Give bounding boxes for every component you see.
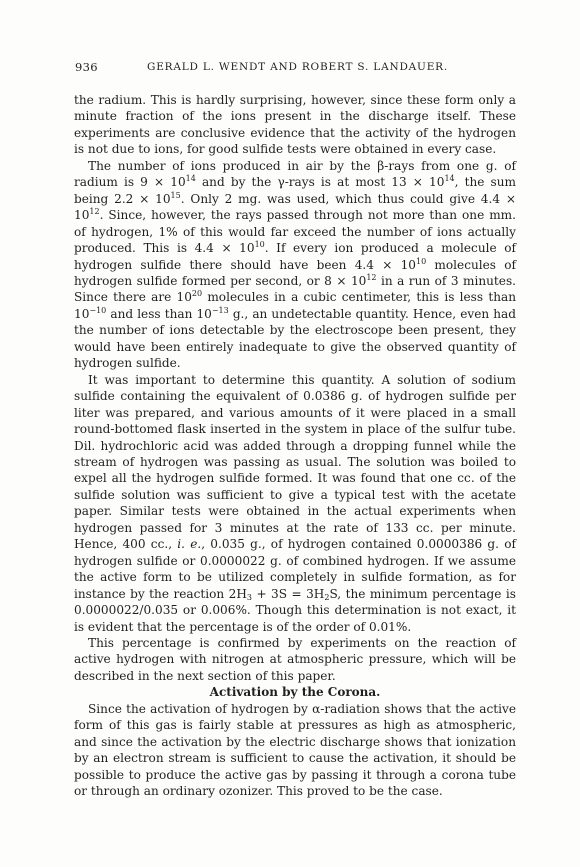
text-run: in a run of 3 minutes. Since there are 10 <box>74 273 516 305</box>
section-heading: Activation by the Corona. <box>209 685 381 700</box>
text-run: , the sum being 2.2 × 10 <box>74 175 516 206</box>
body-text <box>74 92 516 799</box>
exponent: 14 <box>185 174 196 184</box>
text-run: molecules in a cubic centimeter, this is less than 10 <box>74 290 516 321</box>
text-run: + 3S = 3H <box>251 586 325 601</box>
exponent: −10 <box>89 305 107 315</box>
text-run: S, the minimum percentage is 0.0000022/0.035 or 0.006%. Though this determination is not exact, it is evident that the percentage is of the order of 0.01%. <box>74 586 516 634</box>
text-run: . Since, however, the rays passed through not more than one mm. of hydrogen, 1% of this would far exceed the number of ions actually produced. This is 4.4 × 10 <box>74 208 516 256</box>
paragraph-continuation: the radium. This is hardly surprising, however, since these form only a minute fraction of the ions present in the discharge itself. These experiments are conclusive evidence that the activity of the hydrogen is not due to ions, for good sulfide tests were obtained in every case. <box>74 93 516 157</box>
text-run: , 0.035 g., of hydrogen contained 0.0000386 g. of hydrogen sulfide or 0.0000022 g. of combined hydrogen. If we assume the active form to be utilized completely in sulfide formation, as for instance by the reaction 2H <box>74 537 517 601</box>
exponent: 12 <box>89 207 100 217</box>
text-run: The number of ions produced in air by the β-rays from one g. of radium is 9 × 10 <box>74 158 516 190</box>
exponent: −13 <box>211 305 229 315</box>
exponent: 14 <box>444 174 455 184</box>
page-number: 936 <box>75 60 98 74</box>
subscript: 2 <box>324 592 330 602</box>
text-run: . If every ion produced a molecule of hydrogen sulfide there should have been 4.4 × 10 <box>74 241 516 272</box>
paragraph-ion-count <box>74 158 516 372</box>
exponent: 15 <box>170 190 181 200</box>
paragraph-corona <box>74 701 516 800</box>
text-run: and less than 10 <box>106 306 212 321</box>
text-run: molecules of hydrogen sulfide formed per second, or 8 × 10 <box>74 257 517 288</box>
text-run: α-radiation shows that the active form of this gas is fairly stable at pressures as high as atmospheric, and since the activation by the electric discharge shows that ionization by an electron stream is sufficient to cause the activation, it should be possible to produce the active gas by passing it through a corona tube or through an ordinary ozonizer. This proved to be the case. <box>74 701 516 799</box>
exponent: 10 <box>254 240 265 250</box>
paragraph-quantity <box>74 372 516 635</box>
running-title: GERALD L. WENDT AND ROBERT S. LANDAUER. <box>147 61 449 73</box>
paragraph-confirmation: This percentage is confirmed by experiments on the reaction of active hydrogen with nitrogen at atmospheric pressure, which will be described in the next section of this paper. <box>74 635 516 683</box>
text-run: and by the γ-rays is at most 13 × 10 <box>195 175 445 190</box>
subscript: 3 <box>246 592 252 602</box>
exponent: 12 <box>366 272 377 282</box>
abbreviation-ie: i. e. <box>177 537 202 552</box>
text-run: Since the activation of hydrogen by <box>88 701 313 716</box>
text-run: . Only 2 mg. was used, which thus could give 4.4 × 10 <box>74 191 516 223</box>
text-run: g., an undetectable quantity. Hence, even had the number of ions detectable by the electroscope been present, they would have been entirely inadequate to give the observed quantity of hydrogen sulfide. <box>74 306 516 371</box>
exponent: 20 <box>191 289 203 299</box>
running-head <box>75 60 515 76</box>
exponent: 10 <box>415 256 427 266</box>
text-run: It was important to determine this quantity. A solution of sodium sulfide containing the equivalent of 0.0386 g. of hydrogen sulfide per liter was prepared, and various amounts of it were placed in a small round-bottomed flask inserted in the system in place of the sulfur tube. Dil. hydrochloric acid was added through a dropping funnel while the stream of hydrogen was passing as usual. The solution was boiled to expel all the hydrogen sulfide formed. It was found that one cc. of the sulfide solution was sufficient to give a typical test with the acetate paper. Similar tests were obtained in the actual experiments when hydrogen passed for 3 minutes at the rate of 133 cc. per minute. Hence, 400 cc., <box>74 372 516 552</box>
